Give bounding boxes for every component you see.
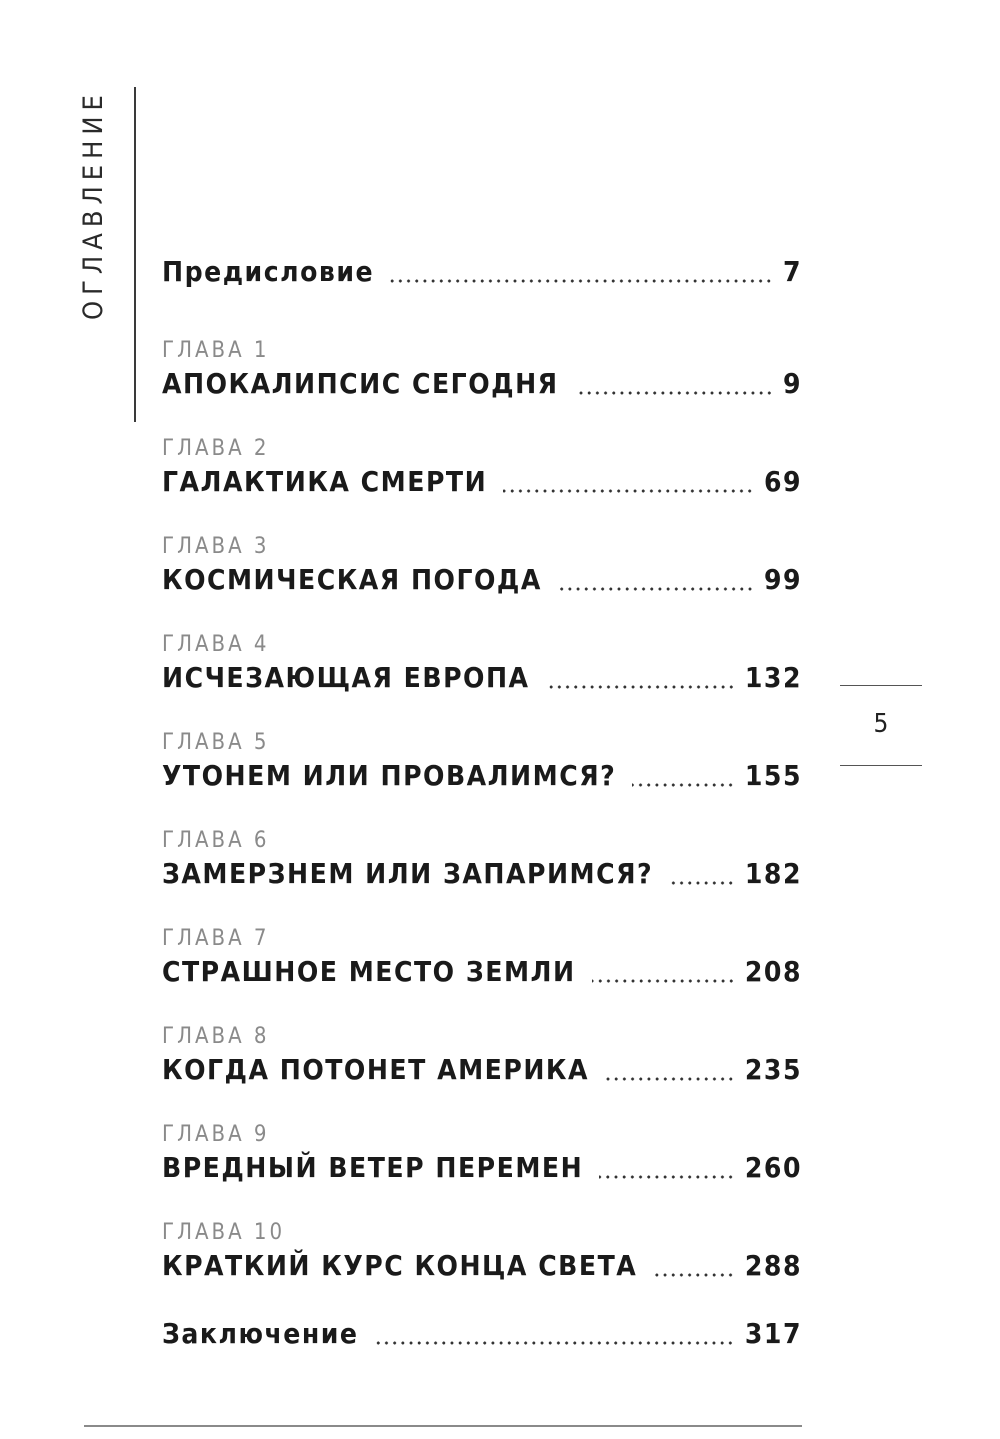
- chapter-label: ГЛАВА 10: [162, 1220, 286, 1245]
- toc-entry-title: ГАЛАКТИКА СМЕРТИ: [162, 465, 488, 498]
- toc-entry-title: Заключение: [162, 1317, 359, 1350]
- toc-entry-title: УТОНЕМ ИЛИ ПРОВАЛИМСЯ?: [162, 759, 617, 792]
- toc-entry-chapter-9[interactable]: [162, 1122, 802, 1188]
- chapter-label: ГЛАВА 5: [162, 730, 270, 755]
- folio-top-rule: [840, 685, 922, 686]
- bottom-rule: [84, 1425, 802, 1427]
- toc-entry-chapter-4[interactable]: [162, 632, 802, 698]
- toc-entry-page: 69: [763, 465, 802, 498]
- toc-entry-chapter-1[interactable]: [162, 338, 802, 404]
- chapter-label: ГЛАВА 2: [162, 436, 270, 461]
- dot-leader: [669, 880, 735, 886]
- toc-entry-title: СТРАШНОЕ МЕСТО ЗЕМЛИ: [162, 955, 576, 988]
- side-heading-rule: [134, 87, 136, 422]
- toc-entry-conclusion[interactable]: [162, 1314, 802, 1354]
- dot-leader: [374, 1340, 734, 1346]
- chapter-label: ГЛАВА 1: [162, 338, 270, 363]
- toc-entry-page: 182: [744, 857, 802, 890]
- toc-entry-page: 132: [744, 661, 802, 694]
- chapter-label: ГЛАВА 6: [162, 828, 270, 853]
- toc-entry-title: ИСЧЕЗАЮЩАЯ ЕВРОПА: [162, 661, 530, 694]
- toc-entry-title: ЗАМЕРЗНЕМ ИЛИ ЗАПАРИМСЯ?: [162, 857, 654, 890]
- dot-leader: [503, 488, 754, 494]
- toc-entry-chapter-10[interactable]: [162, 1220, 802, 1286]
- chapter-label: ГЛАВА 4: [162, 632, 270, 657]
- dot-leader: [592, 978, 735, 984]
- dot-leader: [632, 782, 735, 788]
- dot-leader: [653, 1272, 735, 1278]
- toc-entry-chapter-8[interactable]: [162, 1024, 802, 1090]
- toc-entry-page: 9: [782, 367, 802, 400]
- toc-entry-page: 99: [763, 563, 802, 596]
- toc-entry-chapter-2[interactable]: [162, 436, 802, 502]
- toc-entry-title: КОГДА ПОТОНЕТ АМЕРИКА: [162, 1053, 589, 1086]
- dot-leader: [575, 390, 773, 396]
- dot-leader: [605, 1076, 735, 1082]
- dot-leader: [599, 1174, 735, 1180]
- toc-entry-chapter-3[interactable]: [162, 534, 802, 600]
- page-number: 5: [873, 709, 889, 739]
- toc-side-heading: ОГЛАВЛЕНИЕ: [78, 89, 109, 320]
- dot-leader: [390, 278, 773, 284]
- toc-entry-page: 155: [744, 759, 802, 792]
- dot-leader: [558, 586, 754, 592]
- toc-entry-page: 235: [744, 1053, 802, 1086]
- toc-entry-page: 288: [744, 1249, 802, 1282]
- toc-entry-chapter-5[interactable]: [162, 730, 802, 796]
- chapter-label: ГЛАВА 7: [162, 926, 270, 951]
- toc-entry-page: 317: [744, 1317, 802, 1350]
- toc-entry-title: КОСМИЧЕСКАЯ ПОГОДА: [162, 563, 542, 596]
- chapter-label: ГЛАВА 3: [162, 534, 270, 559]
- toc-entry-title: Предисловие: [162, 255, 375, 288]
- toc-entry-page: 260: [744, 1151, 802, 1184]
- toc-entry-chapter-7[interactable]: [162, 926, 802, 992]
- toc-entry-title: АПОКАЛИПСИС СЕГОДНЯ: [162, 367, 559, 400]
- toc-entry-preface[interactable]: [162, 252, 802, 292]
- toc-entry-chapter-6[interactable]: [162, 828, 802, 894]
- dot-leader: [546, 684, 735, 690]
- toc-entry-title: ВРЕДНЫЙ ВЕТЕР ПЕРЕМЕН: [162, 1151, 584, 1184]
- toc-entry-page: 208: [744, 955, 802, 988]
- toc-entry-title: КРАТКИЙ КУРС КОНЦА СВЕТА: [162, 1249, 638, 1282]
- chapter-label: ГЛАВА 9: [162, 1122, 270, 1147]
- folio-bottom-rule: [840, 765, 922, 766]
- toc-entry-page: 7: [782, 255, 802, 288]
- chapter-label: ГЛАВА 8: [162, 1024, 270, 1049]
